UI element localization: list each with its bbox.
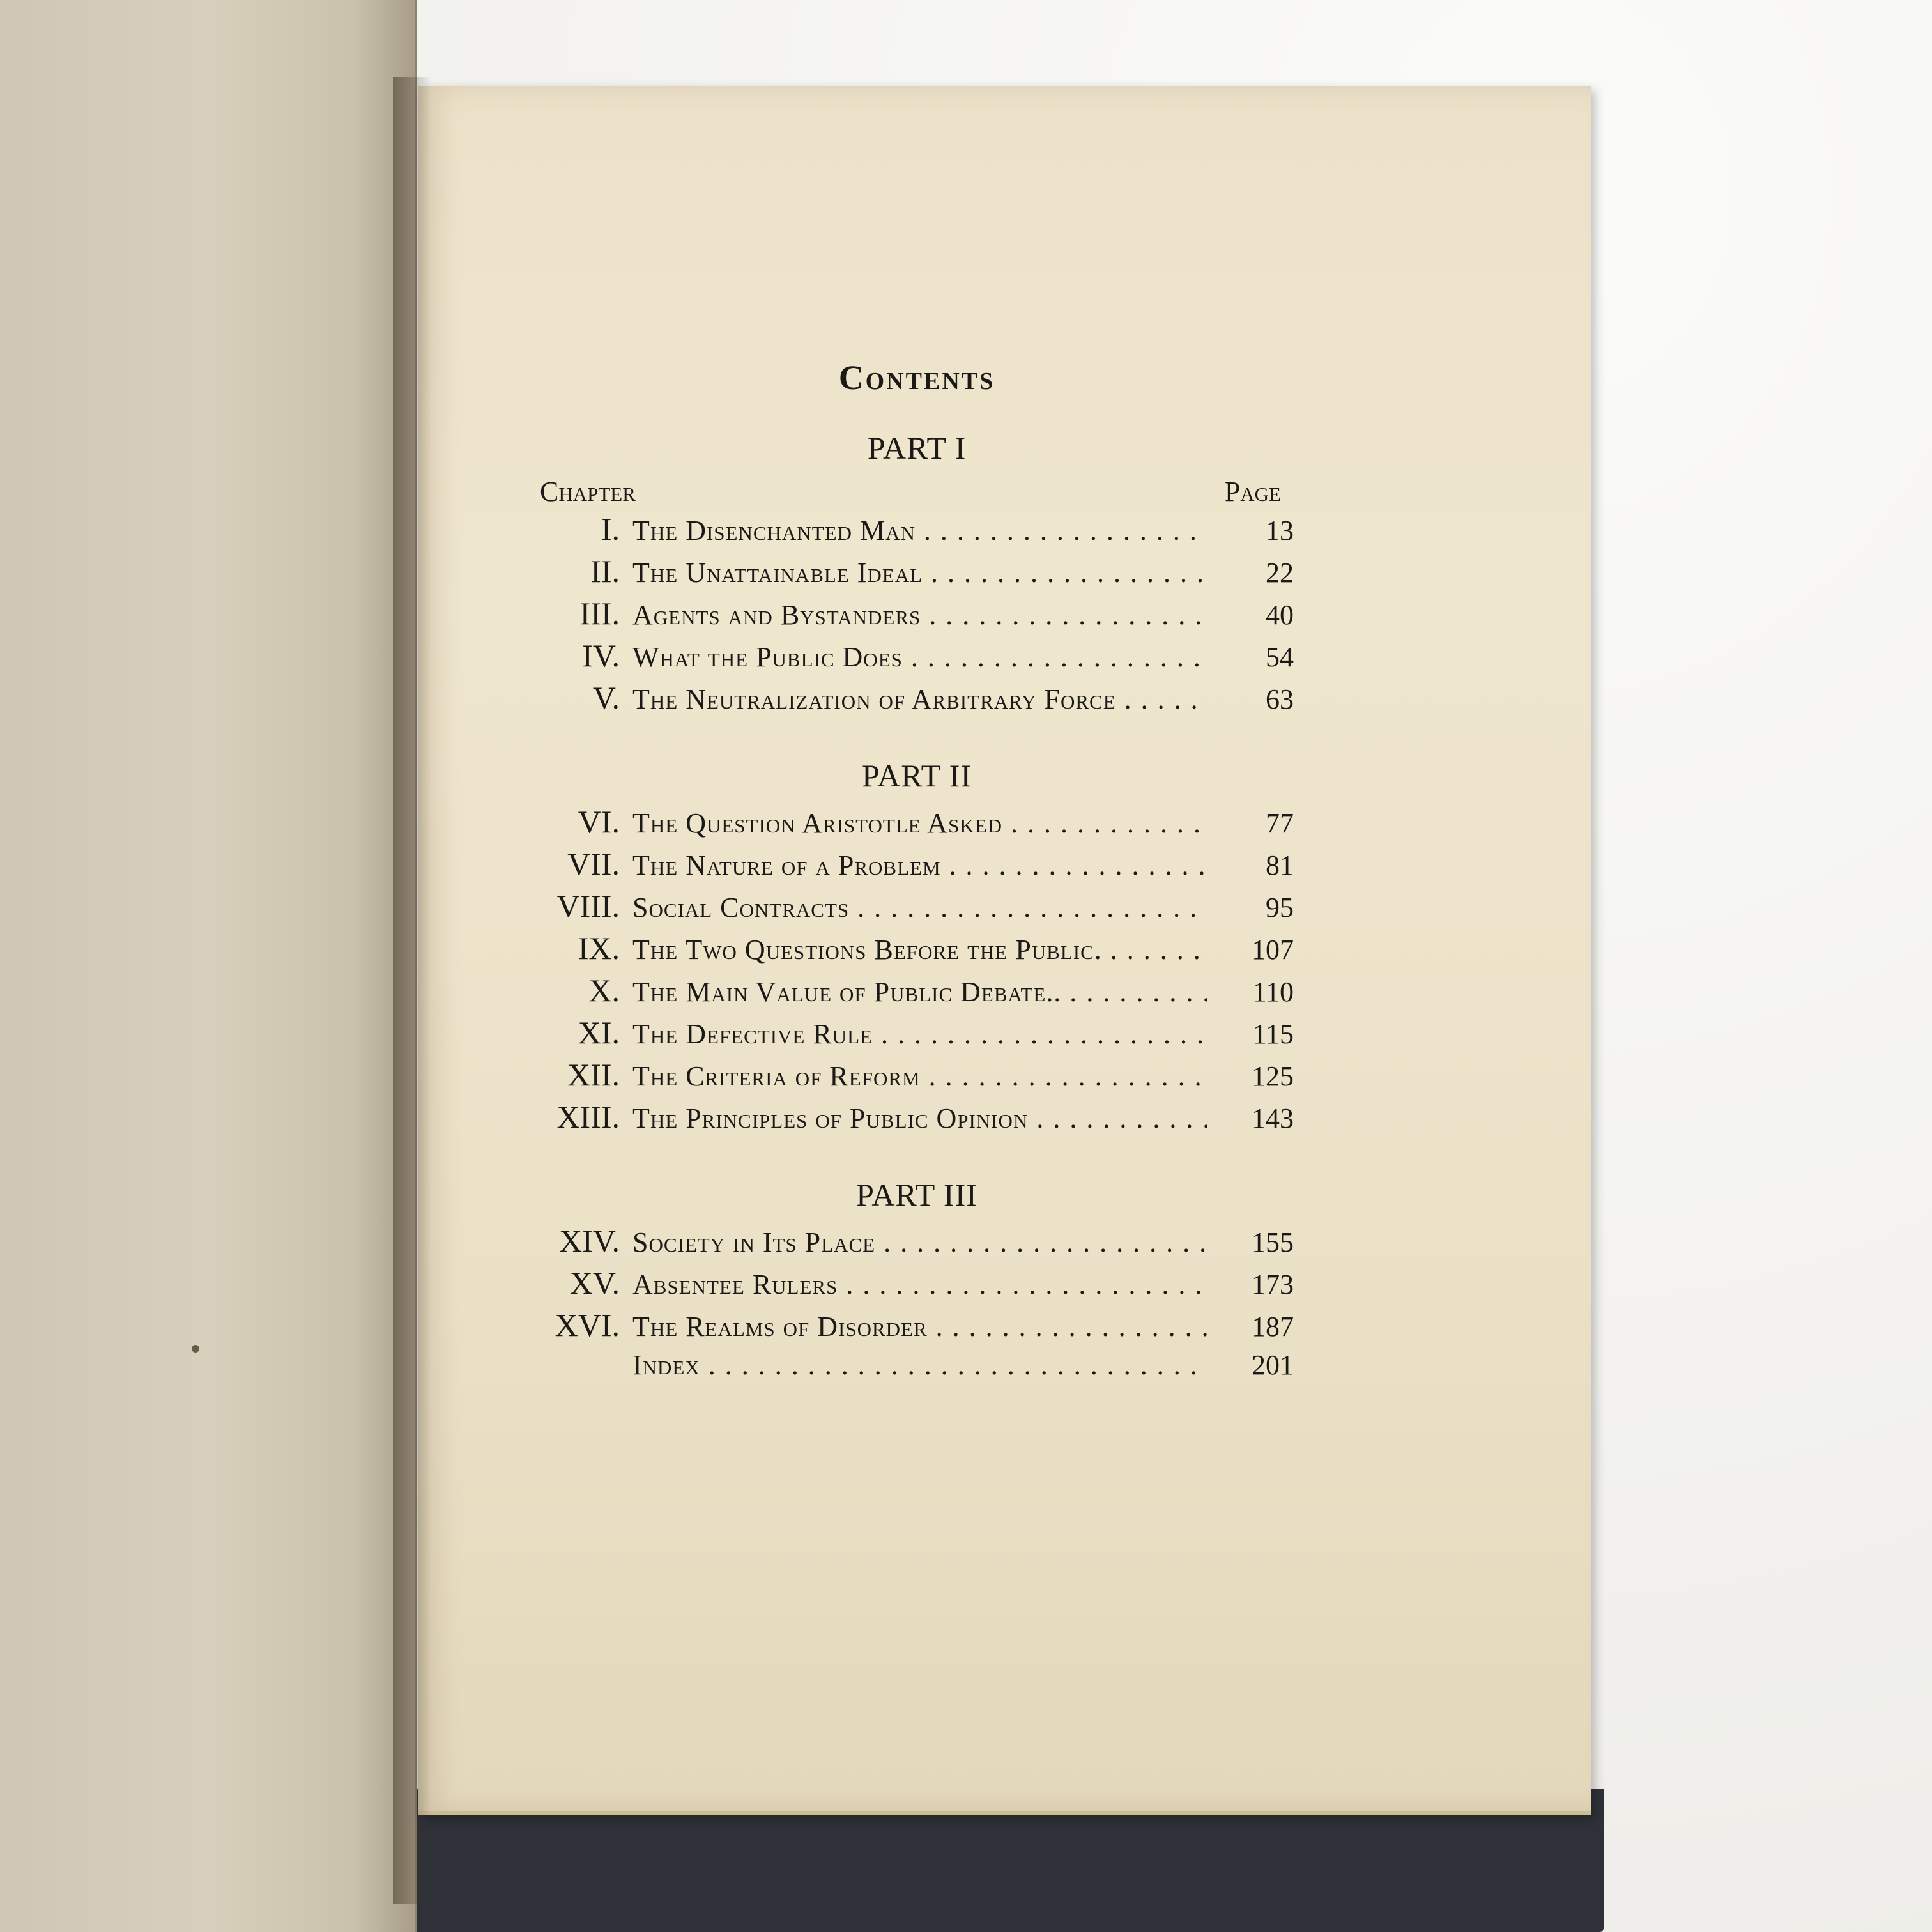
chapter-number: VII. bbox=[567, 846, 620, 882]
chapter-number: XIII. bbox=[556, 1099, 620, 1135]
chapter-number: III. bbox=[579, 595, 620, 631]
gutter-shadow bbox=[393, 77, 431, 1904]
page-number: 77 bbox=[1266, 808, 1294, 839]
chapter-number: XIV. bbox=[559, 1223, 620, 1259]
toc-entry bbox=[540, 637, 1294, 679]
part-2 bbox=[540, 757, 1294, 1140]
left-blank-page bbox=[0, 0, 417, 1932]
toc-entry bbox=[540, 845, 1294, 887]
column-headers bbox=[540, 475, 1294, 508]
chapter-title: The Defective Rule . . . bbox=[632, 1018, 1207, 1050]
page-number: 143 bbox=[1252, 1103, 1294, 1134]
chapter-title: The Principles of Public Opinion . . . bbox=[632, 1102, 1207, 1135]
page-number: 40 bbox=[1266, 599, 1294, 631]
page-number: 81 bbox=[1266, 850, 1294, 881]
chapter-title: Agents and Bystanders . . . bbox=[632, 599, 1207, 631]
page-number: 22 bbox=[1266, 557, 1294, 588]
chapter-title: What the Public Does . . . bbox=[632, 641, 1207, 673]
chapter-title: The Question Aristotle Asked . . . bbox=[632, 807, 1207, 839]
toc-entry bbox=[540, 972, 1294, 1014]
page-number: 201 bbox=[1252, 1349, 1294, 1381]
chapter-title: Absentee Rulers . . . bbox=[632, 1268, 1207, 1301]
page-number: 115 bbox=[1252, 1018, 1294, 1050]
chapter-number: VIII. bbox=[556, 888, 620, 924]
contents-heading: Contents bbox=[838, 358, 995, 397]
toc-entry-index bbox=[540, 1349, 1294, 1391]
chapter-number: X. bbox=[588, 972, 620, 1008]
chapter-number: XI. bbox=[578, 1015, 620, 1050]
chapter-title: The Criteria of Reform . . . bbox=[632, 1060, 1207, 1092]
page-spot bbox=[192, 1345, 199, 1353]
page-column-header: Page bbox=[1224, 476, 1281, 507]
page-number: 173 bbox=[1252, 1269, 1294, 1300]
chapter-title: The Realms of Disorder . . . bbox=[632, 1310, 1207, 1343]
chapter-number: I. bbox=[601, 511, 620, 547]
part-title: PART III bbox=[856, 1177, 977, 1213]
toc-entry bbox=[540, 930, 1294, 972]
chapter-number: XVI. bbox=[555, 1307, 620, 1343]
part-3 bbox=[540, 1176, 1294, 1391]
page-number: 95 bbox=[1266, 892, 1294, 923]
toc-entry bbox=[540, 1307, 1294, 1349]
chapter-title: The Unattainable Ideal . . . bbox=[632, 556, 1207, 589]
toc-entry bbox=[540, 1098, 1294, 1140]
chapter-number: XII. bbox=[567, 1057, 620, 1092]
toc-entry bbox=[540, 1056, 1294, 1098]
page-number: 13 bbox=[1266, 515, 1294, 546]
toc-entry bbox=[540, 1222, 1294, 1264]
chapter-title: The Main Value of Public Debate.. . . . bbox=[632, 976, 1207, 1008]
chapter-number: IX. bbox=[578, 930, 620, 966]
index-title: Index . . . bbox=[632, 1349, 1207, 1381]
toc-entry bbox=[540, 803, 1294, 845]
toc-entry bbox=[540, 1014, 1294, 1056]
toc-entry bbox=[540, 553, 1294, 595]
page-number: 155 bbox=[1252, 1227, 1294, 1258]
toc-entry bbox=[540, 510, 1294, 553]
chapter-number: II. bbox=[590, 553, 620, 589]
chapter-title: The Nature of a Problem . . . bbox=[632, 849, 1207, 882]
table-of-contents bbox=[540, 358, 1294, 1427]
toc-entry bbox=[540, 887, 1294, 930]
part-1 bbox=[540, 429, 1294, 721]
chapter-title: The Neutralization of Arbitrary Force . . . bbox=[632, 683, 1207, 716]
page-number: 187 bbox=[1252, 1311, 1294, 1342]
page-number: 54 bbox=[1266, 641, 1294, 673]
chapter-title: The Disenchanted Man . . . bbox=[632, 514, 1207, 547]
chapter-title: The Two Questions Before the Public. . . . bbox=[632, 933, 1207, 966]
chapter-number: XV. bbox=[569, 1265, 620, 1301]
page-number: 125 bbox=[1252, 1061, 1294, 1092]
part-title: PART I bbox=[867, 430, 967, 466]
part-title: PART II bbox=[861, 758, 972, 793]
page-number: 110 bbox=[1252, 976, 1294, 1008]
toc-entry bbox=[540, 595, 1294, 637]
chapter-number: V. bbox=[592, 680, 620, 716]
page-number: 63 bbox=[1266, 684, 1294, 715]
chapter-number: VI. bbox=[578, 804, 620, 839]
page-number: 107 bbox=[1252, 934, 1294, 965]
toc-entry bbox=[540, 1264, 1294, 1307]
chapter-title: Society in Its Place . . . bbox=[632, 1226, 1207, 1259]
chapter-number: IV. bbox=[582, 638, 620, 673]
chapter-column-header: Chapter bbox=[540, 476, 636, 507]
chapter-title: Social Contracts . . . bbox=[632, 891, 1207, 924]
toc-entry bbox=[540, 679, 1294, 721]
